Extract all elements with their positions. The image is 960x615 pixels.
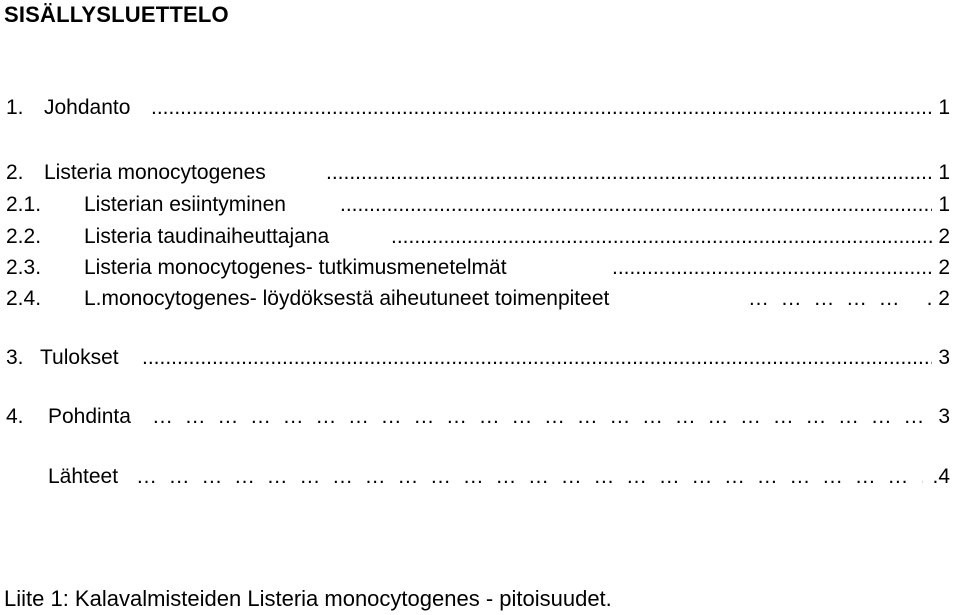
toc-entry-toimenpiteet[interactable] [0,283,950,315]
toc-entry-number: 4. [6,405,24,428]
toc-entry-listerian-esiintyminen[interactable] [0,189,950,221]
toc-dot-leader [152,401,932,433]
toc-entry-page: 1 [938,96,950,119]
toc-entry-number: 2. [6,161,24,184]
toc-entry-text: Listeria taudinaiheuttajana [84,225,330,248]
toc-entry-text: Listeria monocytogenes- tutkimusmenetelmät [84,256,507,279]
toc-entry-text: Lähteet [48,465,119,488]
toc-entry-lahteet[interactable] [0,461,950,493]
toc-entry-tulokset[interactable] [0,342,950,374]
toc-entry-number: 2.1. [6,193,42,216]
toc-entry-page: 1 [938,193,950,216]
toc-entry-page: . 2 [926,287,950,310]
toc-dot-leader [391,221,932,253]
toc-entry-text: Listerian esiintyminen [84,193,286,216]
toc-entry-text: Pohdinta [48,405,131,428]
toc-dot-leader [142,342,932,374]
toc-entry-page: 2 [938,256,950,279]
toc-entry-number: 2.4. [6,287,42,310]
toc-dot-leader [612,252,932,284]
toc-entry-pohdinta[interactable] [0,401,950,433]
toc-dot-leader [136,461,923,493]
toc-entry-tutkimusmenetelmat[interactable] [0,252,950,284]
toc-entry-listeria-monocytogenes[interactable] [0,157,950,189]
toc-entry-text: L.monocytogenes- löydöksestä aiheutuneet toimenpiteet [84,287,610,310]
toc-entry-text: Tulokset [40,346,119,369]
toc-entry-page: 1 [938,161,950,184]
appendix-line: Liite 1: Kalavalmisteiden Listeria monocytogenes - pitoisuudet. [4,586,612,611]
toc-entry-number: 2.3. [6,256,42,279]
toc-entry-text: Johdanto [44,96,131,119]
toc-entry-page: .4 [932,465,950,488]
toc-entry-text: Listeria monocytogenes [44,161,266,184]
toc-entry-number: 1. [6,96,24,119]
toc-dot-leader [326,157,932,189]
toc-entry-number: 2.2. [6,225,42,248]
toc-entry-johdanto[interactable] [0,92,950,124]
toc-title: SISÄLLYSLUETTELO [4,2,229,27]
toc-entry-number: 3. [6,346,24,369]
toc-entry-page: 3 [938,346,950,369]
toc-entry-page: 2 [938,225,950,248]
toc-dot-leader [340,189,932,221]
toc-dot-leader [748,283,913,315]
toc-entry-listeria-taudinaiheuttajana[interactable] [0,221,950,253]
toc-dot-leader [151,92,932,124]
toc-entry-page: 3 [938,405,950,428]
